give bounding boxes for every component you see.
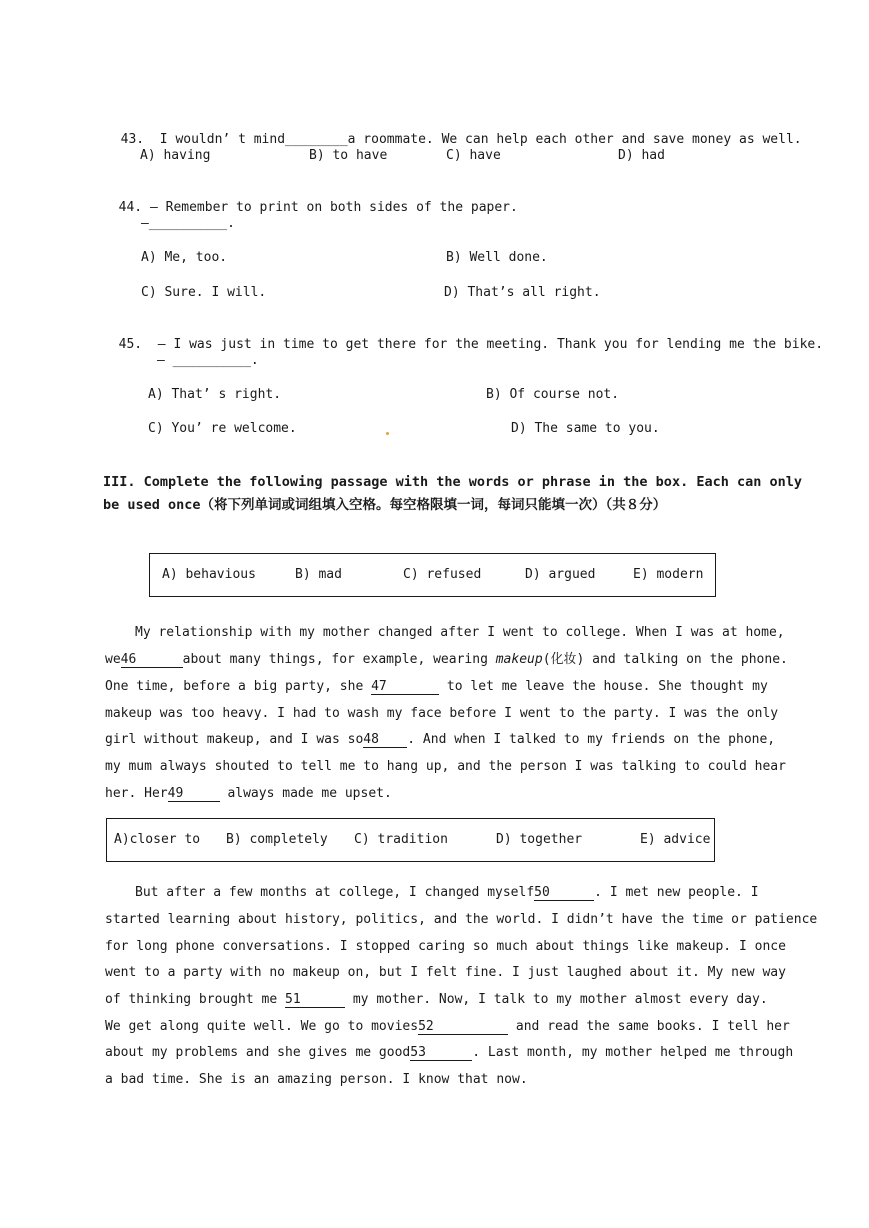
word-option: D) together (496, 832, 583, 847)
option-b: B) to have (309, 148, 388, 163)
stray-dot (386, 432, 389, 435)
word-box-2 (106, 818, 715, 862)
blank-53: 53 (410, 1045, 472, 1061)
word-option: B) mad (295, 567, 342, 582)
answer-line: — __________. (157, 353, 259, 368)
passage-line: of thinking brought me 51 my mother. Now, I talk to my mother almost every day. (105, 992, 768, 1007)
passage-line: my mum always shouted to tell me to hang up, and the person I was talking to could hear (105, 759, 786, 774)
passage-line: But after a few months at college, I changed myself50 . I met new people. I (135, 885, 759, 900)
blank-50: 50 (534, 885, 594, 901)
passage-line: about my problems and she gives me good53 . Last month, my mother helped me through (105, 1045, 794, 1060)
word-option: C) refused (403, 567, 482, 582)
option-c: C) You’ re welcome. (148, 421, 297, 436)
section-heading-line2: be used once（将下列单词或词组填入空格。每空格限填一词，每词只能填一次）（共８分） (103, 497, 667, 513)
passage-line: One time, before a big party, she 47 to let me leave the house. She thought my (105, 679, 768, 694)
option-d: D) The same to you. (511, 421, 660, 436)
question-45 (103, 318, 823, 354)
option-d: D) That’s all right. (444, 285, 601, 300)
passage-line: her. Her49 always made me upset. (105, 786, 392, 801)
word-box-1 (149, 553, 716, 597)
passage-line: My relationship with my mother changed after I went to college. When I was at home, (135, 625, 785, 640)
section-heading: III. Complete the following passage with the words or phrase in the box. Each can only (103, 474, 802, 490)
option-b: B) Of course not. (486, 387, 620, 402)
question-text: a roommate. We can help each other and save money as well. (347, 132, 802, 147)
question-number: 44. (118, 200, 143, 215)
word-option: A)closer to (114, 832, 201, 847)
question-43 (105, 113, 802, 149)
option-c: C) Sure. I will. (141, 285, 267, 300)
blank-51: 51 (285, 992, 345, 1008)
blank-48: 48 (363, 732, 407, 748)
word-option: E) advice (640, 832, 711, 847)
answer-blank: ________ (285, 132, 348, 147)
question-text: I wouldn’ t mind (159, 132, 286, 147)
passage-line: girl without makeup, and I was so48 . And when I talked to my friends on the phone, (105, 732, 776, 747)
question-44 (103, 181, 518, 217)
option-a: A) That’ s right. (148, 387, 282, 402)
option-d: D) had (618, 148, 665, 163)
blank-47: 47 (371, 679, 439, 695)
word-option: B) completely (226, 832, 328, 847)
blank-49: 49 (168, 786, 220, 802)
passage-line: a bad time. She is an amazing person. I know that now. (105, 1072, 528, 1087)
word-option: E) modern (633, 567, 704, 582)
option-b: B) Well done. (446, 250, 548, 265)
passage-line: started learning about history, politics, and the world. I didn’t have the time or patience (105, 912, 818, 927)
question-text: — I was just in time to get there for the meeting. Thank you for lending me the bike. (157, 337, 824, 352)
question-text: — Remember to print on both sides of the paper. (149, 200, 518, 215)
blank-46: 46 (121, 652, 183, 668)
question-number: 43. (120, 132, 145, 147)
word-option: C) tradition (354, 832, 448, 847)
passage-line: we46 about many things, for example, wearing makeup(化妆) and talking on the phone. (105, 652, 788, 667)
passage-line: went to a party with no makeup on, but I felt fine. I just laughed about it. My new way (105, 965, 786, 980)
word-option: A) behavious (162, 567, 256, 582)
passage-line: We get along quite well. We go to movies52 and read the same books. I tell her (105, 1019, 790, 1034)
passage-line: makeup was too heavy. I had to wash my face before I went to the party. I was the only (105, 706, 779, 721)
word-option: D) argued (525, 567, 596, 582)
option-a: A) having (140, 148, 211, 163)
question-number: 45. (118, 337, 143, 352)
passage-line: for long phone conversations. I stopped caring so much about things like makeup. I once (105, 939, 786, 954)
option-a: A) Me, too. (141, 250, 228, 265)
blank-52: 52 (418, 1019, 508, 1035)
answer-line: —__________. (141, 216, 235, 231)
option-c: C) have (446, 148, 501, 163)
